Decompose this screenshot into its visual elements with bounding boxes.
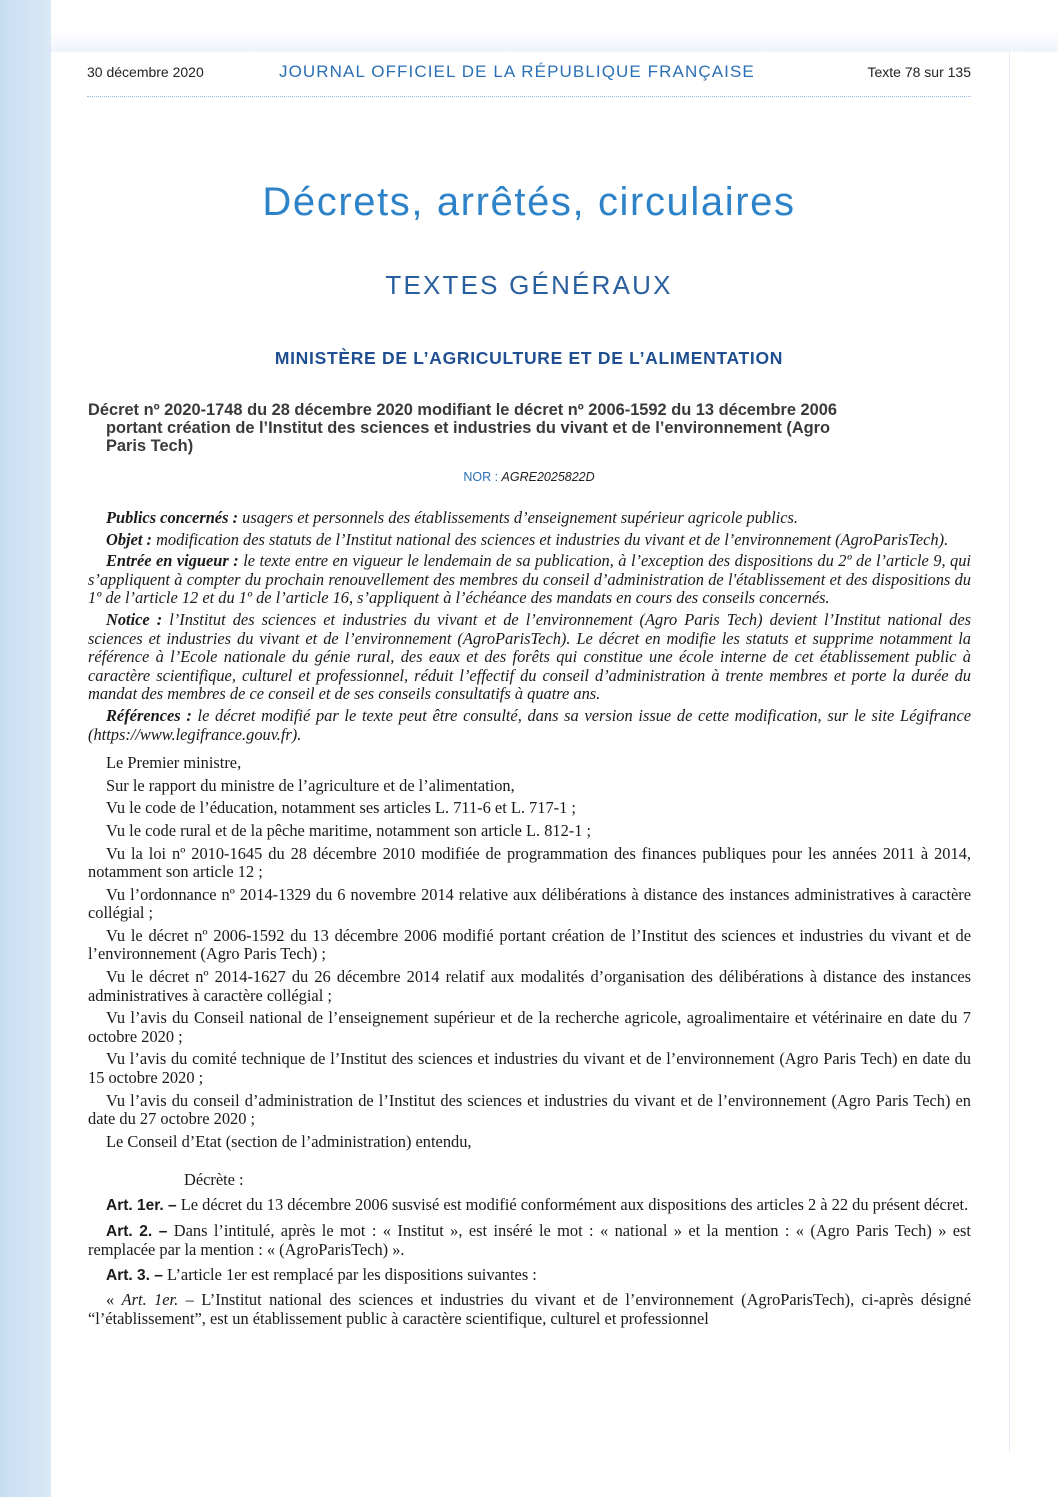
summary-text: le texte entre en vigueur le lendemain de sa publication, à l’exception des dispositions du 2º de l’article 9, qui s’appliquent à compter du prochain renouvellement des membres du conseil d’administration de l'établissement et des dispositions du 1º de l’article 12 et du 1º de l’article 16, s’appliquent à l’échéance des mandats en cours des conseils concernés. <box>88 551 971 608</box>
quote-text: L’Institut national des sciences et industries du vivant et de l’environnement (AgroParisTech), ci-après désigné “l’établissement”, est un établissement public à caractère scientifique, culturel et professionnel <box>88 1290 972 1328</box>
nor-reference <box>0 470 1058 484</box>
article-label: Art. 1er. – <box>106 1197 177 1214</box>
decree-title-line: portant création de l’Institut des sciences et industries du vivant et de l’environnement (Agro <box>106 419 831 437</box>
decree-title-line: Paris Tech) <box>106 437 194 455</box>
summary-text: l’Institut des sciences et industries du vivant et de l’environnement (Agro Paris Tech) devient l’Institut national des sciences et industries du vivant et de l’environnement (AgroParisTech). Le décret en modifie les statuts et supprime notamment la référence à l’Ecole nationale du génie rural, des eaux et des forêts qui constitue une école interne de cet établissement public à caractère scientifique, culturel et professionnel, réduit l’effectif du conseil d’administration à trente membres et porte la durée du mandat des membres de ce conseil et de ses conseils consultatifs à quatre ans. <box>88 609 971 704</box>
decree-title-line: Décret nº 2020-1748 du 28 décembre 2020 modifiant le décret nº 2006-1592 du 13 décembre 2006 <box>88 401 838 419</box>
visa-line: Le Premier ministre, <box>106 753 242 773</box>
ministry-heading: MINISTÈRE DE L’AGRICULTURE ET DE L’ALIMENTATION <box>274 348 784 368</box>
summary-text: le décret modifié par le texte peut être consulté, dans sa version issue de cette modification, sur le site Légifrance (https://www.legifrance.gouv.fr). <box>88 705 971 744</box>
article-text: L’article 1er est remplacé par les dispositions suivantes : <box>162 1264 537 1284</box>
summary-text: usagers et personnels des établissements d’enseignement supérieur agricole publics. <box>238 508 798 527</box>
visa-line: Le Conseil d’Etat (section de l’administration) entendu, <box>106 1131 472 1151</box>
visas-block <box>88 754 971 1151</box>
visa-line: Sur le rapport du ministre de l’agriculture et de l’alimentation, <box>106 775 515 795</box>
page-top-band <box>51 0 1058 52</box>
summary-label: Références : <box>106 705 192 725</box>
summary-label: Publics concernés : <box>106 508 239 527</box>
article-label: Art. 3. – <box>106 1266 163 1284</box>
visa-line: Vu la loi nº 2010-1645 du 28 décembre 2010 modifiée de programmation des finances publiques pour les années 2011 à 2014, notamment son article 12 ; <box>88 843 971 882</box>
article <box>88 1196 971 1216</box>
decree-title <box>88 401 970 455</box>
header-divider <box>87 96 971 97</box>
journal-title: JOURNAL OFFICIEL DE LA RÉPUBLIQUE FRANÇAISE <box>279 62 755 81</box>
section-title: Décrets, arrêtés, circulaires <box>262 180 796 224</box>
summary-item <box>88 509 971 528</box>
summary-block <box>88 509 971 744</box>
summary-item <box>88 707 971 744</box>
running-header <box>87 62 971 86</box>
summary-item <box>88 611 971 704</box>
visa-line: Vu le décret nº 2006-1592 du 13 décembre 2006 modifié portant création de l’Institut des sciences et industries du vivant et de l’environnement (Agro Paris Tech) ; <box>88 925 971 964</box>
decrete-line: Décrète : <box>184 1170 244 1190</box>
summary-text: modification des statuts de l’Institut national des sciences et industries du vivant et de l’environnement (AgroParisTech). <box>151 529 949 549</box>
subsection-title: TEXTES GÉNÉRAUX <box>385 270 673 300</box>
summary-item <box>88 552 971 608</box>
summary-item <box>88 531 971 550</box>
visa-line: Vu le décret nº 2014-1627 du 26 décembre 2014 relatif aux modalités d’organisation des délibérations à distance des instances administratives à caractère collégial ; <box>88 967 971 1005</box>
article-text: Dans l’intitulé, après le mot : « Institut », est inséré le mot : « national » et la mention : « (Agro Paris Tech) » est remplacée par la mention : « (AgroParisTech) ». <box>88 1220 971 1260</box>
summary-label: Notice : <box>106 609 163 629</box>
header-date: 30 décembre 2020 <box>87 64 204 80</box>
summary-label: Objet : <box>106 529 152 549</box>
article-label: Art. 2. – <box>106 1222 168 1240</box>
quote-article-label: Art. 1er. – <box>121 1290 194 1310</box>
article <box>88 1266 971 1286</box>
article-text: Le décret du 13 décembre 2006 susvisé est modifié conformément aux dispositions des articles 2 à 22 du présent décret. <box>176 1195 969 1214</box>
quoted-article <box>88 1291 971 1328</box>
visa-line: Vu l’ordonnance nº 2014-1329 du 6 novembre 2014 relative aux délibérations à distance des instances administratives à caractère collégial ; <box>88 884 971 923</box>
summary-label: Entrée en vigueur : <box>106 551 239 571</box>
visa-line: Vu l’avis du conseil d’administration de l’Institut des sciences et industries du vivant et de l’environnement (Agro Paris Tech) en date du 27 octobre 2020 ; <box>88 1090 971 1129</box>
text-number: Texte 78 sur 135 <box>867 64 971 80</box>
nor-label: NOR : <box>463 470 499 484</box>
visa-line: Vu l’avis du Conseil national de l’enseignement supérieur et de la recherche agricole, agroalimentaire et vétérinaire en date du 7 octobre 2020 ; <box>88 1008 971 1046</box>
article <box>88 1222 971 1260</box>
visa-line: Vu le code de l’éducation, notamment ses articles L. 711-6 et L. 717-1 ; <box>106 798 576 818</box>
visa-line: Vu le code rural et de la pêche maritime, notamment son article L. 812-1 ; <box>106 820 592 840</box>
decree-body <box>88 509 971 1335</box>
visa-line: Vu l’avis du comité technique de l’Institut des sciences et industries du vivant et de l’environnement (Agro Paris Tech) en date du 15 octobre 2020 ; <box>88 1049 971 1088</box>
quote-open: « <box>106 1290 122 1310</box>
nor-value: AGRE2025822D <box>501 470 595 484</box>
